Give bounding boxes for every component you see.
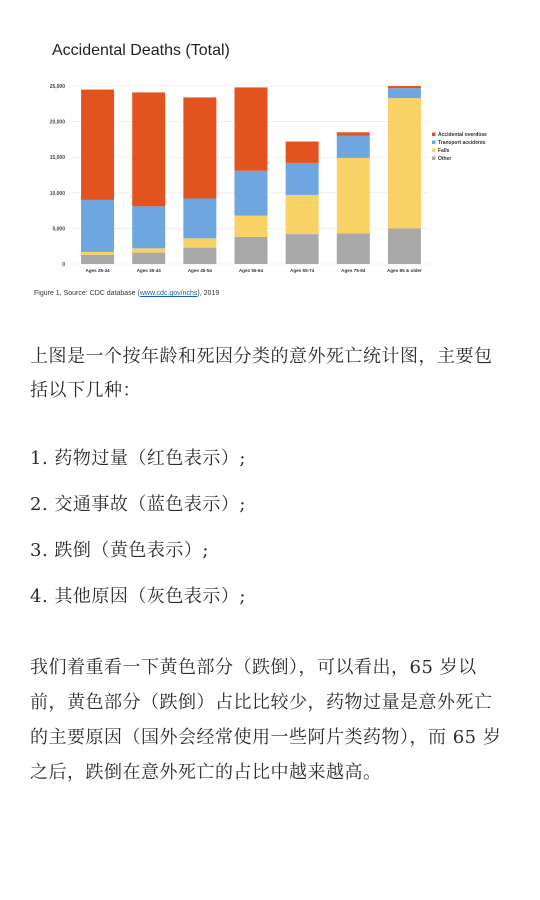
bar-segment: [337, 136, 370, 158]
list-item: 4. 其他原因（灰色表示）;: [30, 586, 246, 607]
y-tick-label: 20,000: [49, 119, 65, 126]
bar-segment: [388, 98, 421, 228]
legend-swatch: [432, 149, 436, 153]
x-tick-label: Ages 45-54: [187, 268, 212, 273]
x-tick-label: Ages 65-74: [290, 268, 315, 273]
legend-label: Transport accidents: [438, 140, 486, 146]
caption-link[interactable]: www.cdc.gov/nchs: [139, 290, 198, 297]
x-tick-label: Ages 55-64: [238, 268, 264, 273]
y-tick-label: 10,000: [49, 190, 65, 197]
caption-prefix: Figure 1, Source: CDC database (: [34, 290, 140, 297]
list-item: 3. 跌倒（黄色表示）;: [30, 540, 209, 561]
bar-segment: [235, 216, 268, 237]
bar-segment: [183, 198, 216, 238]
intro-paragraph: 上图是一个按年龄和死因分类的意外死亡统计图，主要包括以下几种：: [30, 346, 493, 401]
bar-segment: [183, 248, 216, 264]
bar-segment: [337, 233, 370, 264]
bar-segment: [337, 158, 370, 233]
y-tick-label: 5,000: [52, 226, 65, 233]
bar-segment: [388, 88, 421, 98]
y-tick-label: 25,000: [49, 84, 65, 90]
bar-segment: [235, 87, 268, 170]
chart-title: Accidental Deaths (Total): [52, 42, 230, 59]
analysis-paragraph: 我们着重看一下黄色部分（跌倒），可以看出，65 岁以前，黄色部分（跌倒）占比比较少，药物过量是意外死亡的主要原因（国外会经常使用一些阿片类药物），而 65 岁之后，跌倒在意外死亡的占比中越来越高。: [30, 657, 502, 783]
legend-swatch: [432, 133, 436, 137]
bar-segment: [235, 171, 268, 216]
list-item: 1. 药物过量（红色表示）;: [30, 448, 246, 469]
bar-segment: [81, 200, 114, 252]
legend-swatch: [432, 157, 436, 161]
x-tick-label: Ages 75-84: [341, 268, 366, 273]
bar-segment: [81, 90, 114, 200]
bar-segment: [81, 255, 114, 264]
bar-segment: [388, 228, 421, 264]
legend-label: Accidental overdose: [438, 132, 487, 138]
legend-label: Other: [438, 156, 452, 162]
bar-segment: [286, 234, 319, 264]
figure-caption: [34, 290, 219, 297]
list-item: 2. 交通事故（蓝色表示）;: [30, 494, 246, 515]
bar-segment: [337, 132, 370, 136]
article-body: [30, 340, 510, 790]
y-tick-label: 15,000: [49, 155, 65, 162]
stacked-bar-chart: [30, 28, 510, 300]
x-tick-label: Ages 35-44: [136, 268, 161, 273]
bar-segment: [235, 237, 268, 264]
bar-segment: [183, 238, 216, 247]
legend-swatch: [432, 141, 436, 145]
cause-list: [30, 442, 510, 614]
bar-segment: [286, 195, 319, 234]
x-tick-label: Ages 85 & older: [387, 268, 422, 273]
chart-figure: [30, 28, 510, 300]
legend-label: Falls: [438, 148, 450, 154]
bar-segment: [81, 252, 114, 255]
bar-segment: [183, 97, 216, 198]
bar-segment: [286, 142, 319, 163]
caption-suffix: ), 2019: [197, 290, 220, 297]
bar-segment: [132, 253, 165, 264]
y-tick-label: 0: [62, 262, 65, 268]
bar-segment: [388, 86, 421, 88]
bar-segment: [132, 248, 165, 252]
bar-segment: [132, 92, 165, 206]
x-tick-label: Ages 25-34: [85, 268, 110, 273]
bar-segment: [286, 163, 319, 195]
bar-segment: [132, 206, 165, 248]
